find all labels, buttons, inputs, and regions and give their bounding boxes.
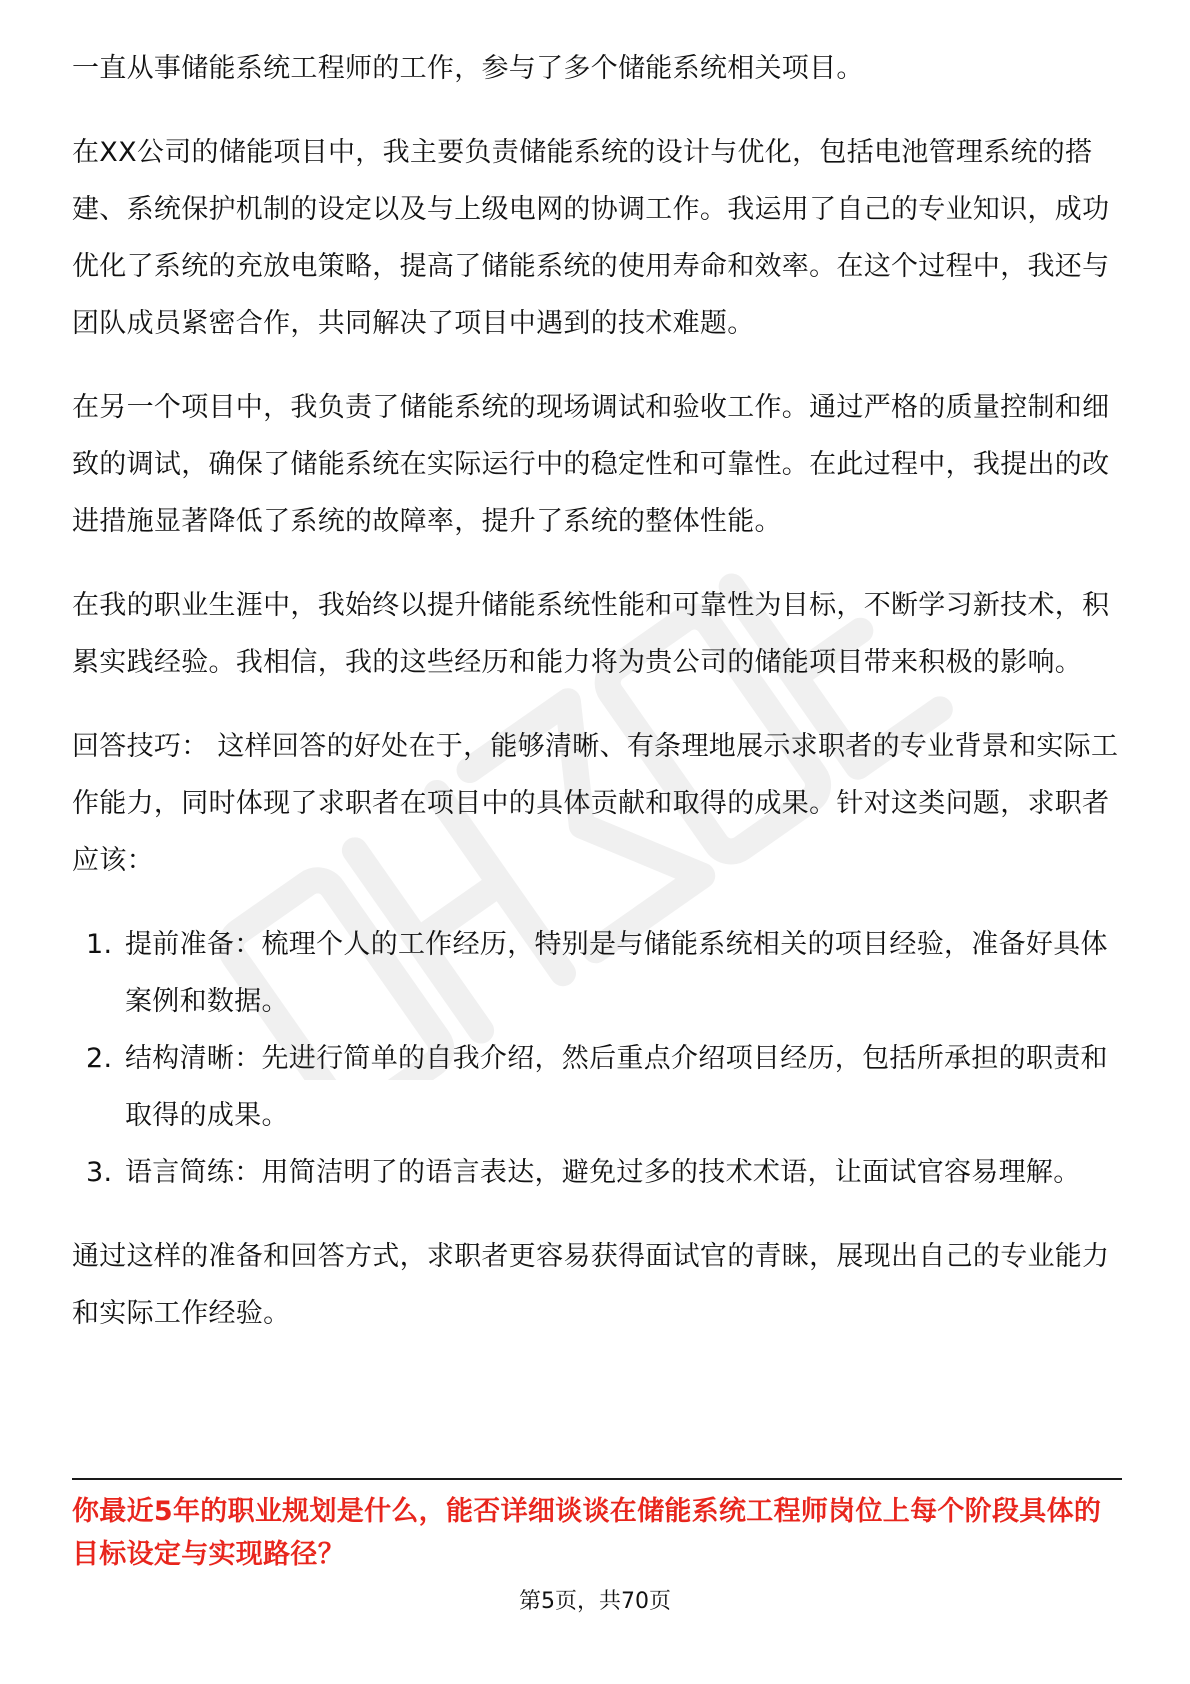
paragraph-intro: 一直从事储能系统工程师的工作，参与了多个储能系统相关项目。 bbox=[72, 53, 864, 84]
main-content bbox=[72, 40, 1122, 1342]
list-item bbox=[72, 916, 1122, 1030]
list-item-number: 2. bbox=[86, 1043, 113, 1074]
list-item bbox=[72, 1144, 1122, 1201]
list-item-text: 提前准备：梳理个人的工作经历，特别是与储能系统相关的项目经验，准备好具体案例和数据。 bbox=[125, 929, 1108, 1017]
tips-list bbox=[72, 916, 1122, 1201]
list-item-number: 3. bbox=[86, 1157, 113, 1188]
tips-list-wrapper bbox=[72, 916, 1122, 1201]
next-question-heading: 你最近5年的职业规划是什么，能否详细谈谈在储能系统工程师岗位上每个阶段具体的目标设定与实现路径？ bbox=[72, 1496, 1102, 1570]
page-number-footer: 第5页，共70页 bbox=[519, 1589, 671, 1614]
paragraph-career-goal: 在我的职业生涯中，我始终以提升储能系统性能和可靠性为目标，不断学习新技术，积累实践经验。我相信，我的这些经历和能力将为贵公司的储能项目带来积极的影响。 bbox=[72, 590, 1110, 678]
paragraph-answer-tips: 回答技巧： 这样回答的好处在于，能够清晰、有条理地展示求职者的专业背景和实际工作能力，同时体现了求职者在项目中的具体贡献和取得的成果。针对这类问题，求职者应该： bbox=[72, 731, 1119, 876]
paragraph-project-one: 在XX公司的储能项目中，我主要负责储能系统的设计与优化，包括电池管理系统的搭建、系统保护机制的设定以及与上级电网的协调工作。我运用了自己的专业知识，成功优化了系统的充放电策略，提高了储能系统的使用寿命和效率。在这个过程中，我还与团队成员紧密合作，共同解决了项目中遇到的技术难题。 bbox=[72, 137, 1110, 339]
paragraph-project-two: 在另一个项目中，我负责了储能系统的现场调试和验收工作。通过严格的质量控制和细致的调试，确保了储能系统在实际运行中的稳定性和可靠性。在此过程中，我提出的改进措施显著降低了系统的故障率，提升了系统的整体性能。 bbox=[72, 392, 1110, 537]
section-divider bbox=[72, 1478, 1122, 1480]
list-item-number: 1. bbox=[86, 929, 113, 960]
list-item bbox=[72, 1030, 1122, 1144]
list-item-text: 结构清晰：先进行简单的自我介绍，然后重点介绍项目经历，包括所承担的职责和取得的成果。 bbox=[125, 1043, 1108, 1131]
paragraph-conclusion: 通过这样的准备和回答方式，求职者更容易获得面试官的青睐，展现出自己的专业能力和实际工作经验。 bbox=[72, 1241, 1110, 1329]
list-item-text: 语言简练：用简洁明了的语言表达，避免过多的技术术语，让面试官容易理解。 bbox=[125, 1157, 1081, 1188]
